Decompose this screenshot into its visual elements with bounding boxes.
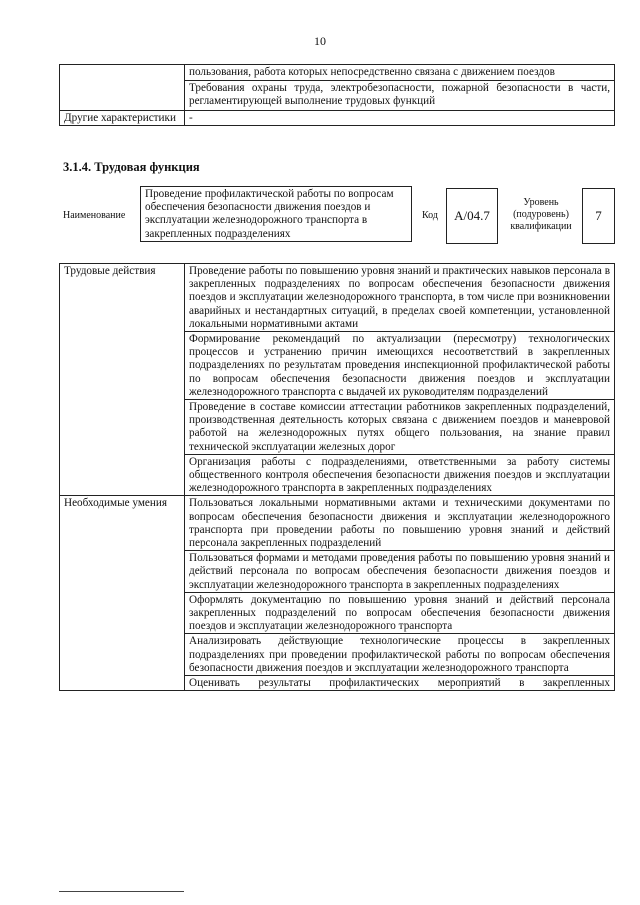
table-row <box>60 110 615 125</box>
top-requirements-table <box>59 64 615 126</box>
row-value: - <box>185 110 615 125</box>
skill-item: Анализировать действующие технологические процессы в закрепленных подразделениях при проведении профилактической работы по вопросам обеспечения безопасности движения поездов и эксплуатации железнодорожного транспорта <box>185 634 615 676</box>
footnote-separator <box>59 891 184 892</box>
labor-action-item: Организация работы с подразделениями, ответственными за работу системы общественного контроля обеспечения безопасности движения поездов и эксплуатации железнодорожного транспорта в закрепленных подразделениях <box>185 454 615 496</box>
skills-label: Необходимые умения <box>60 496 185 691</box>
labor-actions-label: Трудовые действия <box>60 264 185 496</box>
table-row <box>60 65 615 111</box>
skill-item: Пользоваться формами и методами проведения работы по повышению уровня знаний и действий персонала по вопросам обеспечения безопасности движения поездов и эксплуатации железнодорожного транспорта в закрепленных подразделениях <box>185 551 615 593</box>
skill-item: Оформлять документацию по повышению уровня знаний и действий персонала закрепленных подразделений по вопросам обеспечения безопасности движения поездов и эксплуатации железнодорожного транспорта <box>185 592 615 634</box>
table-row <box>60 264 615 332</box>
labor-action-item: Формирование рекомендаций по актуализации (пересмотру) технологических процессов и устранению причин имеющихся несоответствий в закрепленных подразделениях по результатам проведения инспекционной профилактической работы по вопросам обеспечения безопасности движения поездов и эксплуатации железнодорожного транспорта с выдачей их руководителям подразделений <box>185 332 615 400</box>
section-heading: 3.1.4. Трудовая функция <box>63 160 200 174</box>
function-name-box: Проведение профилактической работы по вопросам обеспечения безопасности движения поездов и эксплуатации железнодорожного транспорта в закрепленных подразделениях <box>140 186 412 242</box>
labor-function-table <box>59 263 615 691</box>
name-label: Наименование <box>63 210 126 221</box>
level-label: Уровень (подуровень) квалификации <box>510 197 572 232</box>
requirement-line: Требования охраны труда, электробезопасности, пожарной безопасности в части, регламентирующей выполнение трудовых функций <box>189 82 610 108</box>
qualification-level-box: 7 <box>582 188 615 244</box>
page-number: 10 <box>314 34 326 48</box>
requirement-line: пользования, работа которых непосредственно связана с движением поездов <box>185 65 614 81</box>
table-row <box>60 496 615 551</box>
row-label: Другие характеристики <box>60 110 185 125</box>
row-value <box>185 65 615 111</box>
row-label <box>60 65 185 111</box>
labor-action-item: Проведение в составе комиссии аттестации работников закрепленных подразделений, производственная деятельность которых связана с движением поездов и маневровой работой на железнодорожных путях общего пользования, на знание правил технической эксплуатации железных дорог <box>185 400 615 455</box>
code-label: Код <box>422 210 438 221</box>
skill-item: Пользоваться локальными нормативными актами и техническими документами по вопросам обеспечения безопасности движения и эксплуатации железнодорожного транспорта при проведении работы по повышению уровня знаний и действий персонала закрепленных подразделений <box>185 496 615 551</box>
function-code-box: A/04.7 <box>446 188 498 244</box>
labor-action-item: Проведение работы по повышению уровня знаний и практических навыков персонала в закрепленных подразделениях по вопросам обеспечения безопасности движения поездов и эксплуатации железнодорожного транспорта, в том числе при возникновении аварийных и нестандартных ситуаций, в пределах своей компетенции, установленной локальными нормативными актами <box>185 264 615 332</box>
skill-item: Оценивать результаты профилактических мероприятий в закрепленных <box>185 676 615 691</box>
